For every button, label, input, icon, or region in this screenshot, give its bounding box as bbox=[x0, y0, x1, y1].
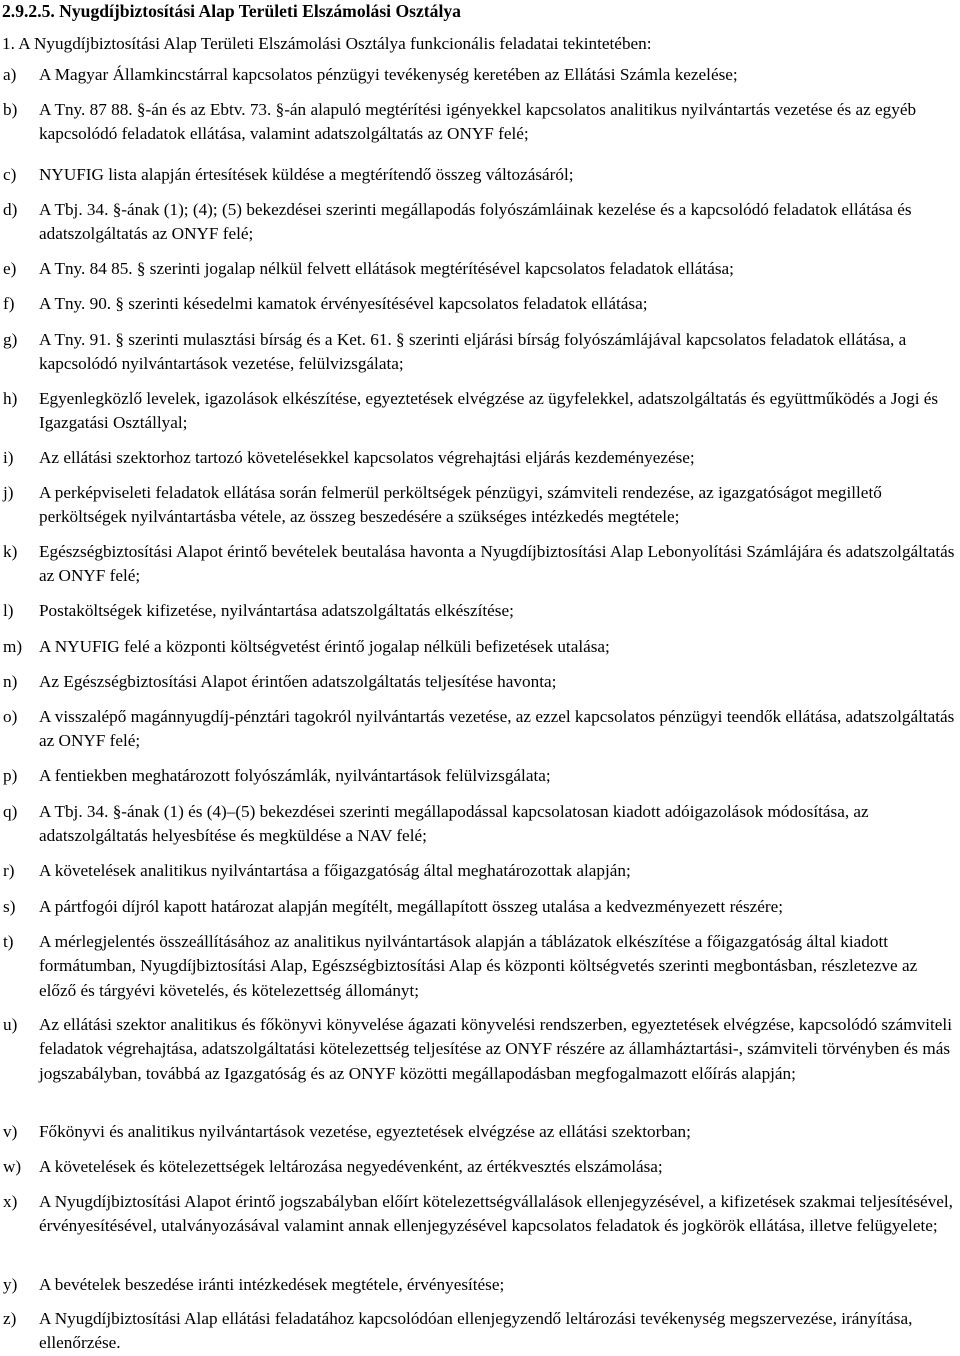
item-text: A Tny. 91. § szerinti mulasztási bírság és a Ket. 61. § szerinti eljárási bírság folyószámlájával kapcsolatos feladatok ellátása, a kapcsolódó nyilvántartások vezetése, felülvizsgálata; bbox=[39, 330, 907, 374]
item-text: A bevételek beszedése iránti intézkedések megtétele, érvényesítése; bbox=[39, 1275, 505, 1294]
item-text: A Tny. 87 88. §-án és az Ebtv. 73. §-án alapuló megtérítési igényekkel kapcsolatos analitikus nyilvántartás vezetése és az egyéb kapcsolódó feladatok ellátása, valamint adatszolgáltatás az ONYF felé; bbox=[39, 100, 917, 144]
item-letter: o) bbox=[3, 707, 18, 726]
item-text: A Tbj. 34. §-ának (1); (4); (5) bekezdései szerinti megállapodás folyószámláinak kezelése és a kapcsolódó feladatok ellátása és adatszolgáltatás az ONYF felé; bbox=[39, 200, 912, 244]
item-text: A perképviseleti feladatok ellátása során felmerül perköltségek pénzügyi, számviteli rendezése, az igazgatóságot megillető perköltségek nyilvántartásba vétele, az összeg beszedésére a szükséges intézkedés megtétele; bbox=[39, 483, 882, 527]
item-text: A fentiekben meghatározott folyószámlák, nyilvántartások felülvizsgálata; bbox=[39, 766, 551, 785]
item-text: A NYUFIG felé a központi költségvetést érintő jogalap nélküli befizetések utalása; bbox=[39, 637, 610, 656]
item-text: Egészségbiztosítási Alapot érintő bevételek beutalása havonta a Nyugdíjbiztosítási Alap Lebonyolítási Számlájára és adatszolgáltatás az ONYF felé; bbox=[39, 542, 955, 586]
item-letter: y) bbox=[3, 1275, 18, 1294]
item-text: Az ellátási szektorhoz tartozó követelésekkel kapcsolatos végrehajtási eljárás kezdeményezése; bbox=[39, 448, 695, 467]
item-letter: l) bbox=[3, 601, 14, 620]
item-text: Főkönyvi és analitikus nyilvántartások vezetése, egyeztetések elvégzése az ellátási szektorban; bbox=[39, 1122, 691, 1141]
item-letter: w) bbox=[3, 1157, 22, 1176]
item-text: A Nyugdíjbiztosítási Alapot érintő jogszabályban előírt kötelezettségvállalások ellenjegyzésével, a kifizetések szakmai teljesítésével, érvényesítésével, utalványozásával valamint annak ellenjegyzésével kapcsolatos feladatok és jogkörök ellátása, illetve felügyelete; bbox=[39, 1192, 953, 1236]
item-letter: z) bbox=[3, 1309, 17, 1328]
item-text: A Magyar Államkincstárral kapcsolatos pénzügyi tevékenység keretében az Ellátási Számla kezelése; bbox=[39, 65, 738, 84]
item-text: A Nyugdíjbiztosítási Alap ellátási feladatához kapcsolódóan ellenjegyzendő leltározási tevékenység megszervezése, irányítása, ellenőrzése. bbox=[39, 1309, 913, 1353]
item-letter: b) bbox=[3, 100, 18, 119]
item-letter: i) bbox=[3, 448, 14, 467]
item-letter: a) bbox=[3, 65, 17, 84]
item-letter: f) bbox=[3, 294, 15, 313]
item-text: A Tny. 90. § szerinti késedelmi kamatok érvényesítésével kapcsolatos feladatok ellátása; bbox=[39, 294, 648, 313]
item-letter: r) bbox=[3, 861, 15, 880]
item-letter: k) bbox=[3, 542, 18, 561]
item-text: A Tbj. 34. §-ának (1) és (4)–(5) bekezdései szerinti megállapodással kapcsolatosan kiadott adóigazolások módosítása, az adatszolgáltatás helyesbítése és megküldése a NAV felé; bbox=[39, 802, 869, 846]
item-letter: c) bbox=[3, 165, 17, 184]
item-letter: d) bbox=[3, 200, 18, 219]
item-letter: e) bbox=[3, 259, 17, 278]
item-text: Az ellátási szektor analitikus és főkönyvi könyvelése ágazati könyvelési rendszerben, egyeztetések elvégzése, kapcsolódó számviteli feladatok végrehajtása, adatszolgáltatási kötelezettség teljesítése az ONYF részére az államháztartási-, számviteli törvényben és más jogszabályban, továbbá az Igazgatóság és az ONYF közötti megállapodásban megfogalmazott előírás alapján; bbox=[39, 1015, 952, 1083]
item-text: A visszalépő magánnyugdíj-pénztári tagokról nyilvántartás vezetése, az ezzel kapcsolatos pénzügyi teendők ellátása, adatszolgáltatás az ONYF felé; bbox=[39, 707, 955, 751]
item-text: Az Egészségbiztosítási Alapot érintően adatszolgáltatás teljesítése havonta; bbox=[39, 672, 557, 691]
item-letter: s) bbox=[3, 897, 16, 916]
item-letter: m) bbox=[3, 637, 23, 656]
item-letter: h) bbox=[3, 389, 18, 408]
item-text: A követelések analitikus nyilvántartása a főigazgatóság által meghatározottak alapján; bbox=[39, 861, 631, 880]
item-text: A mérlegjelentés összeállításához az analitikus nyilvántartások alapján a táblázatok elkészítése a főigazgatóság által kiadott formátumban, Nyugdíjbiztosítási Alap, Egészségbiztosítási Alap és központi költségvetés szerinti megbontásban, részletezve az előző és tárgyévi követelés, és kötelezettség állományt; bbox=[39, 932, 918, 1000]
item-letter: x) bbox=[3, 1192, 18, 1211]
item-letter: q) bbox=[3, 802, 18, 821]
item-text: Postaköltségek kifizetése, nyilvántartása adatszolgáltatás elkészítése; bbox=[39, 601, 514, 620]
item-letter: n) bbox=[3, 672, 18, 691]
item-text: A pártfogói díjról kapott határozat alapján megítélt, megállapított összeg utalása a kedvezményezett részére; bbox=[39, 897, 784, 916]
item-letter: u) bbox=[3, 1015, 18, 1034]
item-letter: t) bbox=[3, 932, 14, 951]
section-intro: 1. A Nyugdíjbiztosítási Alap Területi Elszámolási Osztálya funkcionális feladatai tekintetében: bbox=[2, 34, 652, 53]
item-letter: v) bbox=[3, 1122, 18, 1141]
item-letter: j) bbox=[3, 483, 14, 502]
item-letter: g) bbox=[3, 330, 18, 349]
item-text: A Tny. 84 85. § szerinti jogalap nélkül felvett ellátások megtérítésével kapcsolatos feladatok ellátása; bbox=[39, 259, 734, 278]
section-heading: 2.9.2.5. Nyugdíjbiztosítási Alap Területi Elszámolási Osztálya bbox=[2, 1, 461, 21]
item-text: A követelések és kötelezettségek leltározása negyedévenként, az értékvesztés elszámolása; bbox=[39, 1157, 663, 1176]
item-letter: p) bbox=[3, 766, 18, 785]
item-text: Egyenlegközlő levelek, igazolások elkészítése, egyeztetések elvégzése az ügyfelekkel, adatszolgáltatás és együttműködés a Jogi és Igazgatási Osztállyal; bbox=[39, 389, 939, 433]
item-text: NYUFIG lista alapján értesítések küldése a megtérítendő összeg változásáról; bbox=[39, 165, 574, 184]
